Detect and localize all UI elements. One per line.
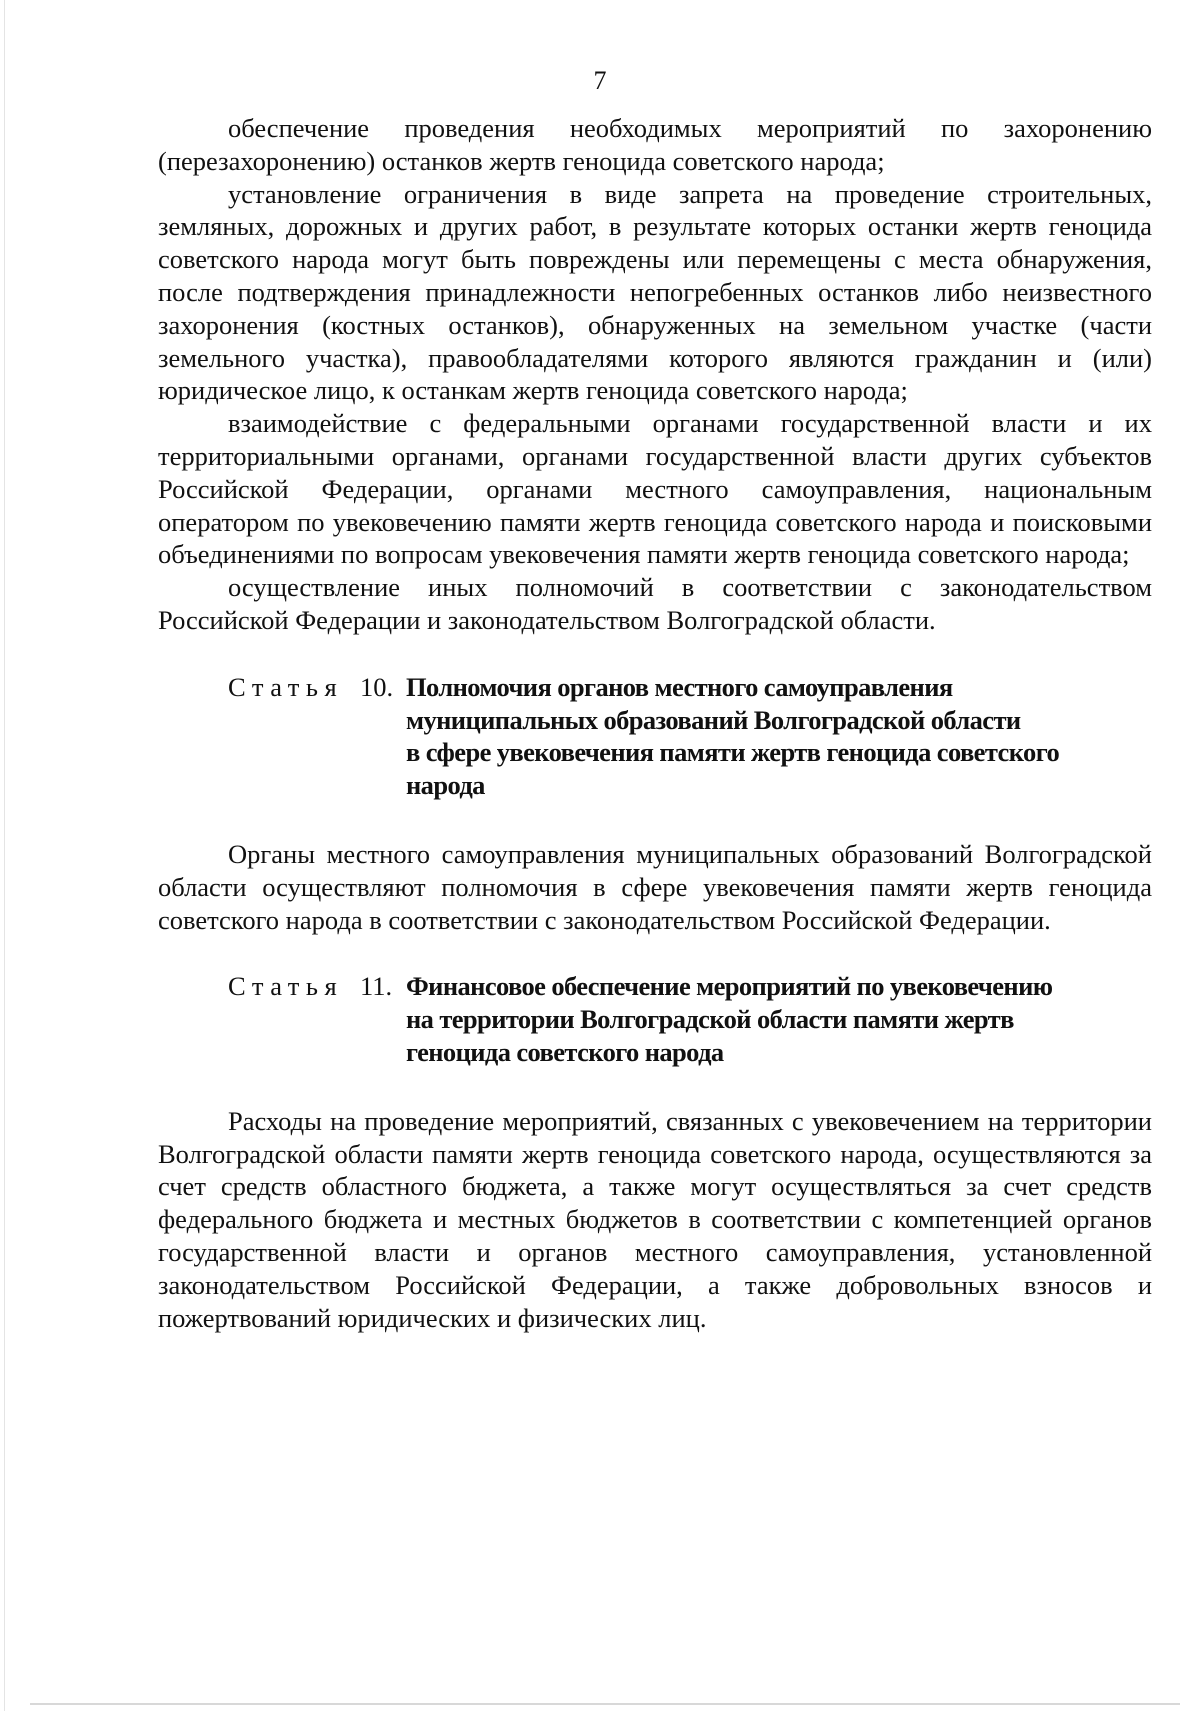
paragraph-other-powers: осуществление иных полномочий в соответствии с законодательством Российской Федерации и законодательством Волгоградской области. bbox=[158, 572, 1152, 635]
article-11-title: Финансовое обеспечение мероприятий по увековечению на территории Волгоградской области памяти жертв геноцида советского народа bbox=[406, 971, 1053, 1067]
paragraph-burial-measures: обеспечение проведения необходимых мероприятий по захоронению (перезахоронению) останков жертв геноцида советского народа; bbox=[158, 113, 1152, 176]
page-number: 7 bbox=[593, 66, 607, 95]
article-10-label: Статья bbox=[228, 671, 344, 702]
paragraph-construction-ban: установление ограничения в виде запрета на проведение строительных, земляных, дорожных и других работ, в результате которых останки жертв геноцида советского народа могут быть повреждены или перемещены с места обнаружения, после подтверждения принадлежности непогребенных останков либо неизвестного захоронения (костных останков), обнаруженных на земельном участке (части земельного участка), правообладателями которого являются гражданин и (или) юридическое лицо, к останкам жертв геноцида советского народа; bbox=[158, 178, 1152, 406]
article-11-label: Статья bbox=[228, 971, 344, 1002]
article-10-title: Полномочия органов местного самоуправления муниципальных образований Волгоградской области в сфере увековечения памяти жертв геноцида советского народа bbox=[406, 671, 1060, 801]
article-11-heading bbox=[158, 970, 1152, 1068]
article-10-heading bbox=[158, 671, 1152, 802]
article-11-number: 11. bbox=[360, 971, 393, 1002]
paragraph-interaction: взаимодействие с федеральными органами государственной власти и их территориальными органами, органами государственной власти других субъектов Российской Федерации, органами местного самоуправления, национальным оператором по увековечению памяти жертв геноцида советского народа и поисковыми объединениями по вопросам увековечения памяти жертв геноцида советского народа; bbox=[158, 408, 1152, 570]
article-10-number: 10. bbox=[360, 671, 394, 702]
document-body bbox=[158, 112, 1152, 1334]
article-11-text: Расходы на проведение мероприятий, связанных с увековечением на территории Волгоградской области памяти жертв геноцида советского народа, осуществляются за счет средств областного бюджета, а также могут осуществляться за счет средств федерального бюджета и местных бюджетов в соответствии с компетенцией органов государственной власти и органов местного самоуправления, установленной законодательством Российской Федерации, а также добровольных взносов и пожертвований юридических и физических лиц. bbox=[158, 1105, 1152, 1333]
scan-edge-line bbox=[4, 0, 5, 1711]
scan-bottom-edge bbox=[30, 1703, 1180, 1705]
article-10-text: Органы местного самоуправления муниципальных образований Волгоградской области осуществляют полномочия в сфере увековечения памяти жертв геноцида советского народа в соответствии с законодательством Российской Федерации. bbox=[158, 838, 1152, 935]
